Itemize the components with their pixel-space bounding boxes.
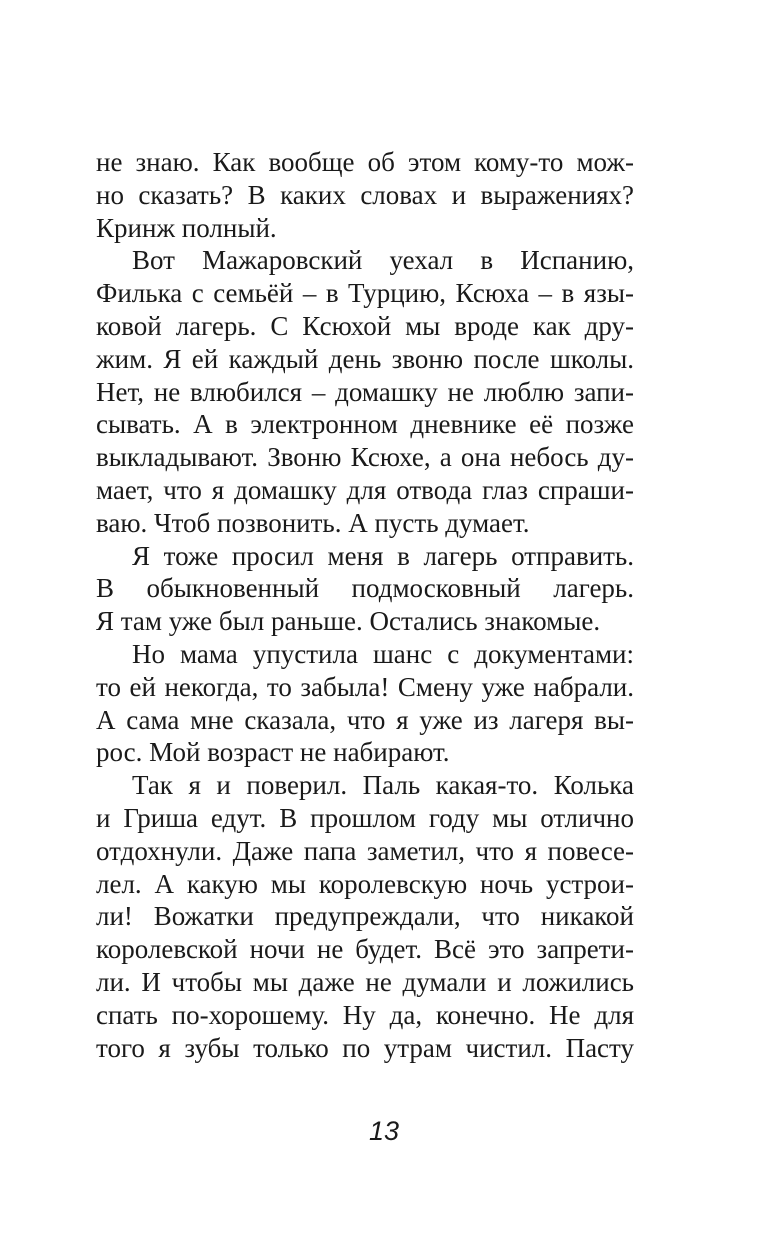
text-line: спать по-хорошему. Ну да, конечно. Не для: [96, 999, 634, 1030]
text-line: Филька с семьёй – в Турцию, Ксюха – в язы-: [96, 278, 634, 309]
text-line: ваю. Чтоб позвонить. А пусть думает.: [96, 507, 530, 538]
page-number: 13: [368, 1116, 400, 1146]
text-line: Кринж полный.: [96, 212, 277, 243]
text-line: не знаю. Как вообще об этом кому-то мож-: [96, 147, 634, 177]
text-line: Я тоже просил меня в лагерь отправить.: [132, 540, 634, 571]
text-line: В обыкновенный подмосковный лагерь.: [96, 573, 634, 604]
text-line: лел. А какую мы королевскую ночь устрои-: [96, 868, 634, 899]
text-line: Вот Мажаровский уехал в Испанию,: [132, 245, 634, 276]
text-line: Но мама упустила шанс с документами:: [132, 638, 634, 669]
text-line: рос. Мой возраст не набирают.: [96, 737, 450, 768]
text-line: то ей некогда, то забыла! Смену уже набрали.: [96, 671, 634, 702]
text-line: и Гриша едут. В прошлом году мы отлично: [96, 802, 634, 833]
text-line: А сама мне сказала, что я уже из лагеря вы-: [96, 704, 634, 735]
text-line: отдохнули. Даже папа заметил, что я повесе-: [96, 835, 634, 866]
text-line: королевской ночи не будет. Всё это запрети-: [96, 934, 634, 965]
text-line: ли! Вожатки предупреждали, что никакой: [96, 901, 634, 932]
text-line: сывать. А в электронном дневнике её позже: [96, 409, 634, 440]
text-line: мает, что я домашку для отвода глаз спраши-: [96, 474, 634, 505]
text-line: Так я и поверил. Паль какая-то. Колька: [132, 770, 634, 801]
text-line: Нет, не влюбился – домашку не люблю запи-: [96, 376, 634, 407]
text-line: ковой лагерь. С Ксюхой мы вроде как дру-: [96, 310, 634, 341]
book-page-text: [96, 146, 634, 1064]
text-line: ли. И чтобы мы даже не думали и ложились: [96, 966, 634, 997]
text-line: жим. Я ей каждый день звоню после школы.: [96, 343, 634, 374]
text-line: того я зубы только по утрам чистил. Пасту: [96, 1032, 634, 1063]
text-line: Я там уже был раньше. Остались знакомые.: [96, 606, 601, 637]
text-line: выкладывают. Звоню Ксюхе, а она небось ду-: [96, 442, 634, 473]
text-line: но сказать? В каких словах и выражениях?: [96, 179, 634, 210]
